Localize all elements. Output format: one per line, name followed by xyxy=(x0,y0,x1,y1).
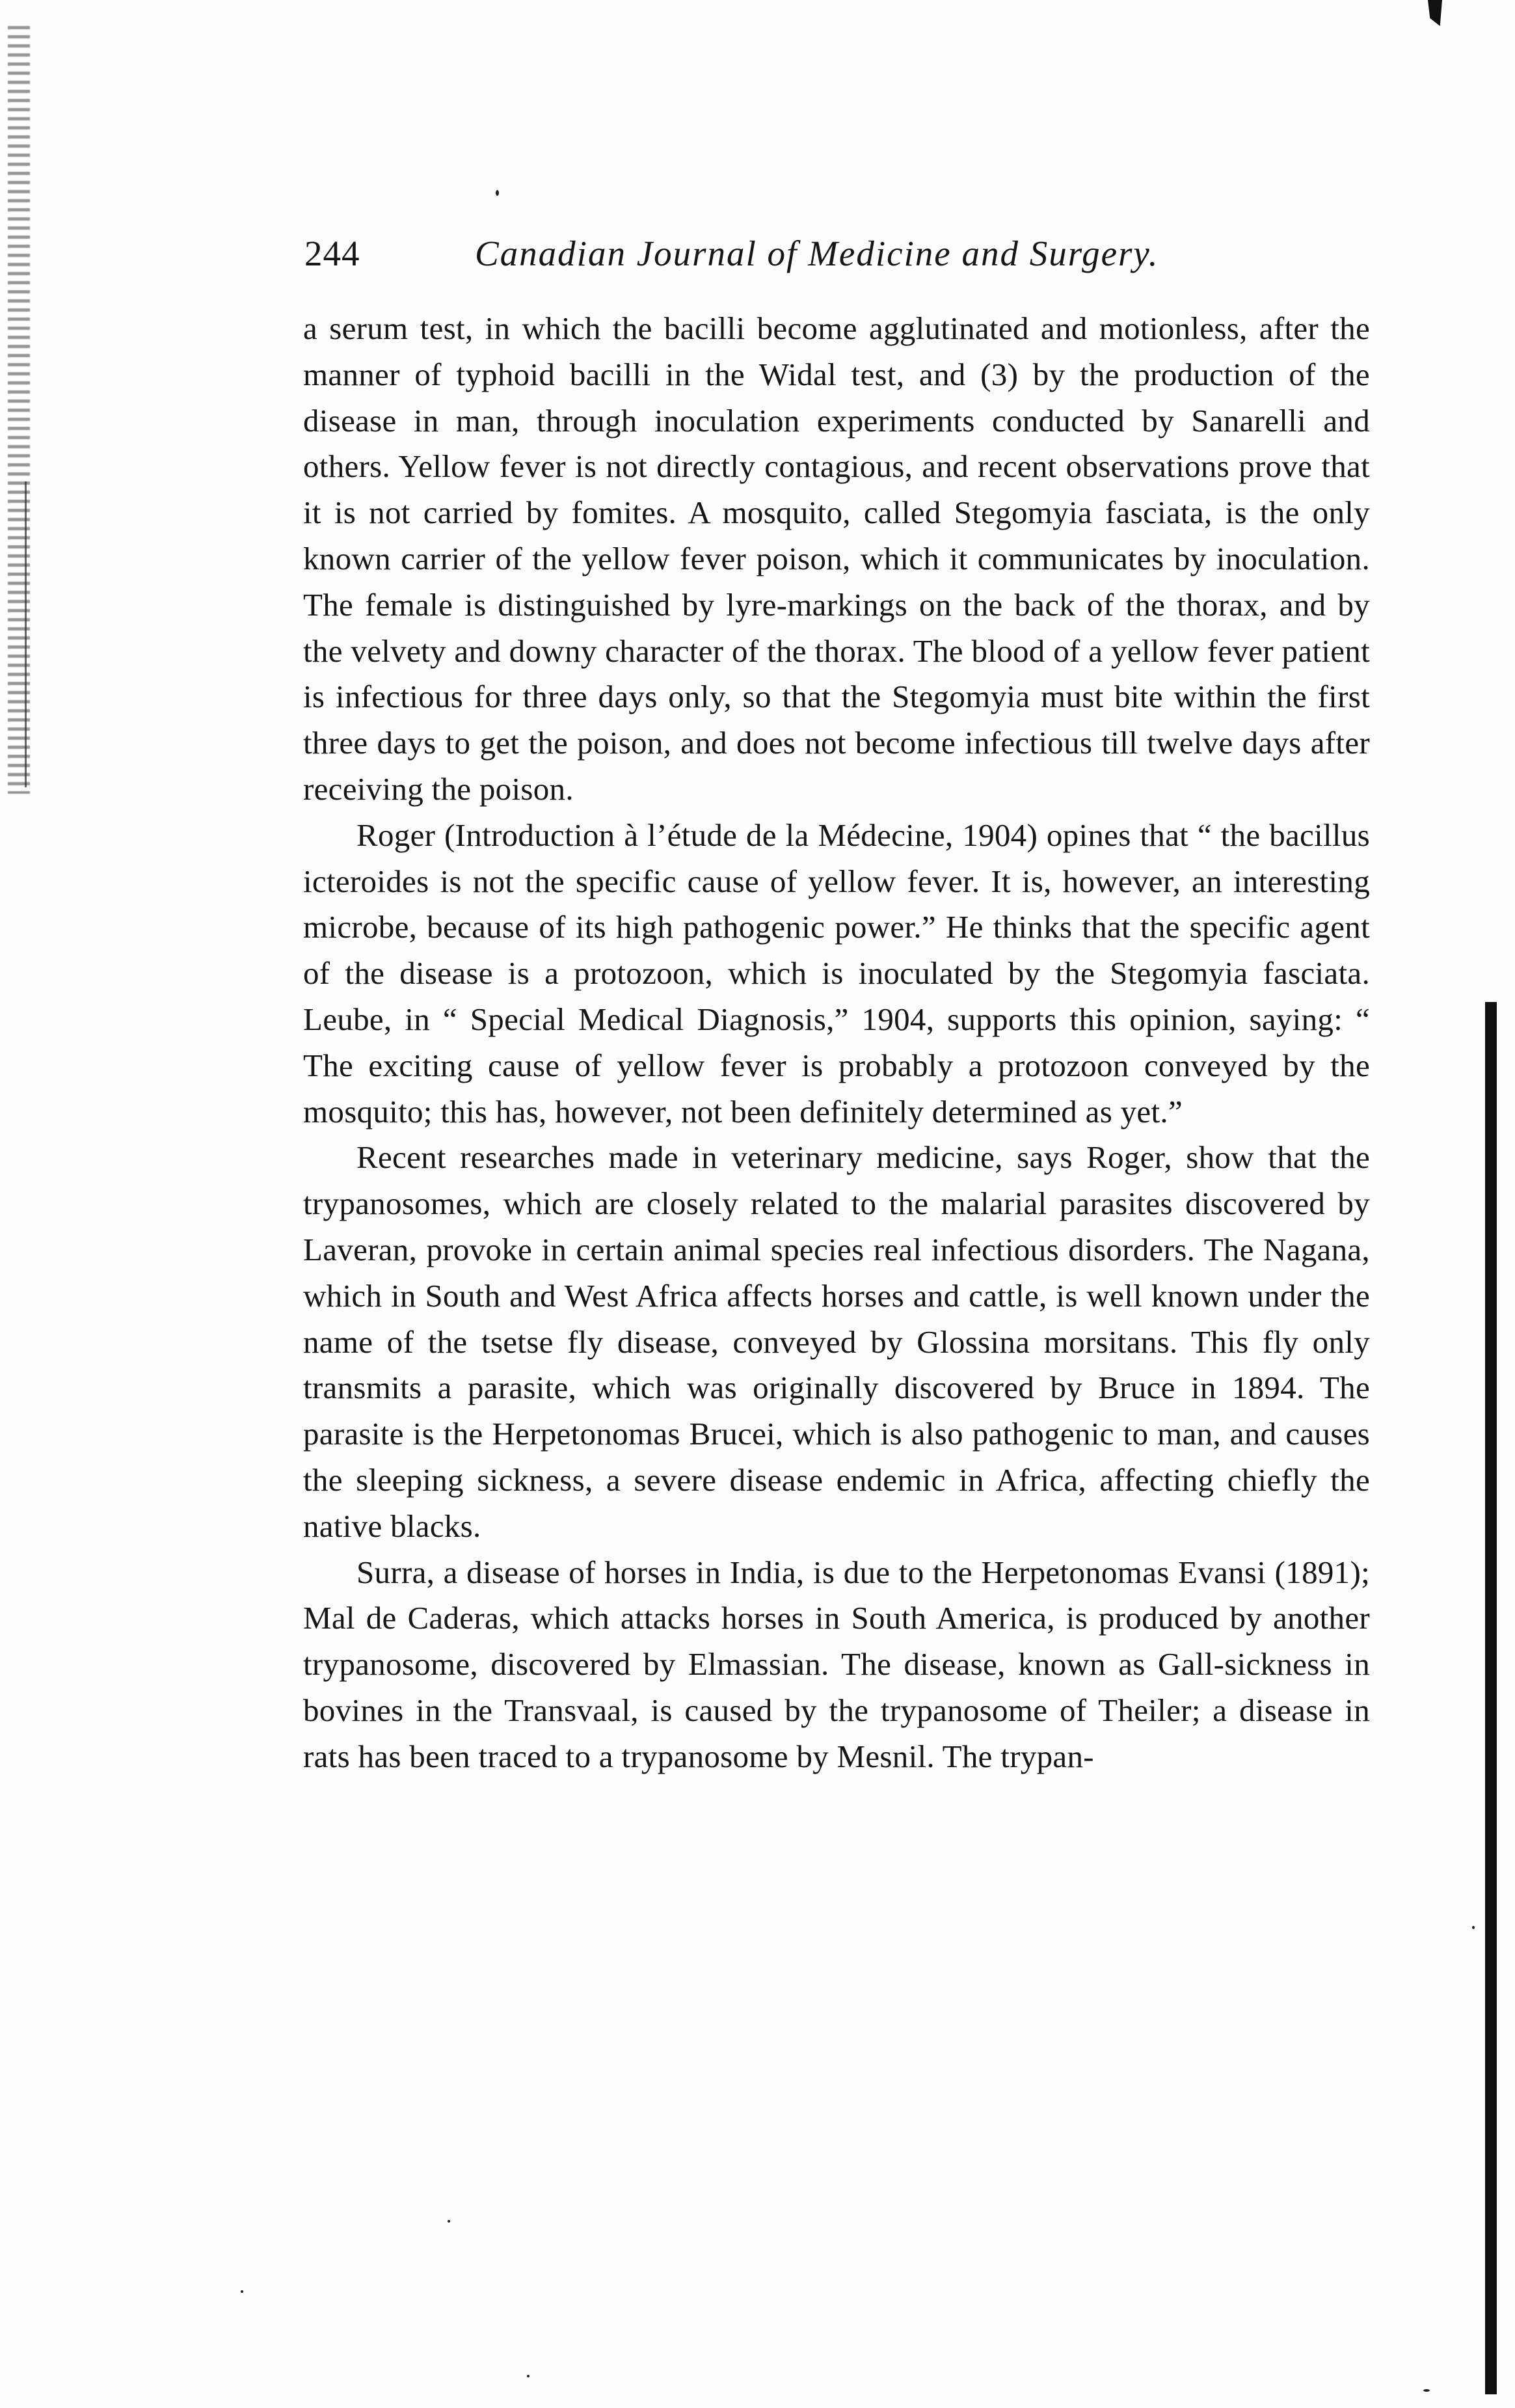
journal-title: Canadian Journal of Medicine and Surgery. xyxy=(475,234,1159,273)
paragraph-4: Surra, a disease of horses in India, is due to the Herpetonomas Evansi (1891); Mal de Caderas, which attacks horses in South America, is produced by another trypanosome, discovered by Elmassian. The disease, known as Gall-sickness in bovines in the Transvaal, is caused by the trypanosome of Theiler; a disease in rats has been traced to a trypanosome by Mesnil. The trypan- xyxy=(303,1554,1370,1774)
running-header xyxy=(304,229,1369,278)
scan-speck xyxy=(527,2375,530,2377)
scan-speck xyxy=(496,190,499,196)
scan-speck xyxy=(1472,1926,1475,1929)
page-number: 244 xyxy=(304,234,360,273)
paragraph-1: a serum test, in which the bacilli become agglutinated and motionless, after the manner of typhoid bacilli in the Widal test, and (3) by the production of the disease in man, through inoculation experiments conducted by Sanarelli and others. Yellow fever is not directly contagious, and recent observations prove that it is not carried by fomites. A mosquito, called Stegomyia fasciata, is the only known carrier of the yellow fever poison, which it communicates by inoculation. The female is distinguished by lyre-markings on the back of the thorax, and by the velvety and downy character of the thorax. The blood of a yellow fever patient is infectious for three days only, so that the Stegomyia must bite within the first three days to get the poison, and does not become infectious till twelve days after receiving the poison. xyxy=(303,310,1370,807)
corner-mark xyxy=(1428,0,1442,26)
article-body xyxy=(303,306,1370,1780)
paragraph-3: Recent researches made in veterinary medicine, says Roger, show that the trypanosomes, which are closely related to the malarial parasites discovered by Laveran, provoke in certain animal species real infectious disorders. The Nagana, which in South and West Africa affects horses and cattle, is well known under the name of the tsetse fly disease, conveyed by Glossina morsitans. This fly only transmits a parasite, which was originally discovered by Bruce in 1894. The parasite is the Herpetonomas Brucei, which is also pathogenic to man, and causes the sleeping sickness, a severe disease endemic in Africa, affecting chiefly the native blacks. xyxy=(303,1139,1370,1544)
scan-speck xyxy=(1423,2389,1430,2392)
binding-edge-line xyxy=(25,481,27,787)
paragraph-2: Roger (Introduction à l’étude de la Médecine, 1904) opines that “ the bacillus icteroides is not the specific cause of yellow fever. It is, however, an interesting microbe, because of its high pathogenic power.” He thinks that the specific agent of the disease is a protozoon, which is inoculated by the Stegomyia fasciata. Leube, in “ Special Medical Diagnosis,” 1904, supports this opinion, saying: “ The exciting cause of yellow fever is probably a protozoon conveyed by the mosquito; this has, however, not been definitely determined as yet.” xyxy=(303,817,1370,1130)
scan-speck xyxy=(241,2290,243,2293)
scan-speck xyxy=(448,2220,450,2223)
right-edge-scan-bar xyxy=(1485,1002,1497,2394)
